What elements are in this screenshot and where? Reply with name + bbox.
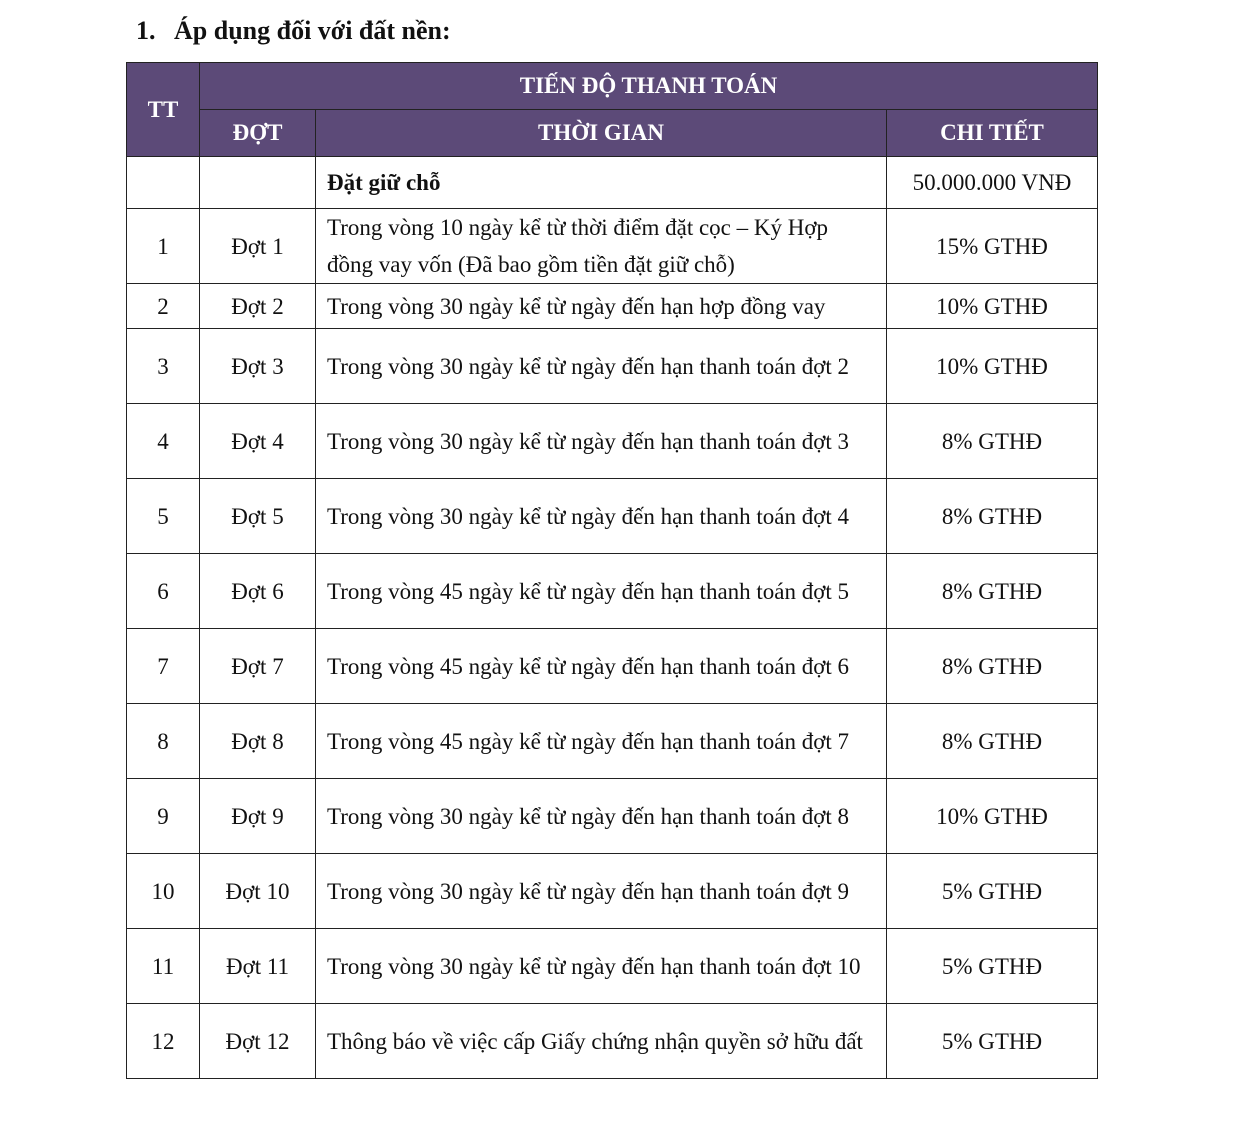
table-row <box>127 704 1098 779</box>
row-thoi-gian: Trong vòng 30 ngày kể từ ngày đến hạn thanh toán đợt 3 <box>316 404 887 479</box>
deposit-row <box>127 157 1098 209</box>
payment-schedule-table <box>126 62 1098 1079</box>
row-tt: 4 <box>127 404 200 479</box>
section-heading <box>136 14 451 48</box>
row-dot: Đợt 7 <box>200 629 316 704</box>
row-chi-tiet: 5% GTHĐ <box>887 1004 1098 1079</box>
row-chi-tiet: 10% GTHĐ <box>887 329 1098 404</box>
section-number: 1. <box>136 16 156 45</box>
header-chi-tiet: CHI TIẾT <box>887 110 1098 157</box>
table-row <box>127 479 1098 554</box>
row-chi-tiet: 10% GTHĐ <box>887 779 1098 854</box>
table-body <box>127 157 1098 1079</box>
row-chi-tiet: 5% GTHĐ <box>887 929 1098 1004</box>
row-thoi-gian: Trong vòng 30 ngày kể từ ngày đến hạn thanh toán đợt 4 <box>316 479 887 554</box>
table-row <box>127 854 1098 929</box>
table-row <box>127 209 1098 284</box>
header-payment-progress: TIẾN ĐỘ THANH TOÁN <box>200 63 1098 110</box>
row-dot: Đợt 3 <box>200 329 316 404</box>
row-dot: Đợt 10 <box>200 854 316 929</box>
row-dot: Đợt 4 <box>200 404 316 479</box>
row-chi-tiet: 10% GTHĐ <box>887 284 1098 329</box>
header-tt: TT <box>127 63 200 157</box>
row-tt: 11 <box>127 929 200 1004</box>
row-dot: Đợt 1 <box>200 209 316 284</box>
row-chi-tiet: 8% GTHĐ <box>887 629 1098 704</box>
row-thoi-gian: Trong vòng 10 ngày kể từ thời điểm đặt cọc – Ký Hợp đồng vay vốn (Đã bao gồm tiền đặt giữ chỗ) <box>316 209 887 284</box>
row-chi-tiet: 8% GTHĐ <box>887 479 1098 554</box>
row-dot: Đợt 8 <box>200 704 316 779</box>
row-tt: 8 <box>127 704 200 779</box>
row-tt: 9 <box>127 779 200 854</box>
row-dot: Đợt 6 <box>200 554 316 629</box>
row-chi-tiet: 15% GTHĐ <box>887 209 1098 284</box>
table-row <box>127 284 1098 329</box>
row-thoi-gian: Trong vòng 30 ngày kể từ ngày đến hạn thanh toán đợt 2 <box>316 329 887 404</box>
row-dot: Đợt 9 <box>200 779 316 854</box>
row-dot: Đợt 5 <box>200 479 316 554</box>
row-tt: 2 <box>127 284 200 329</box>
row-thoi-gian: Trong vòng 30 ngày kể từ ngày đến hạn thanh toán đợt 10 <box>316 929 887 1004</box>
row-thoi-gian: Trong vòng 30 ngày kể từ ngày đến hạn hợp đồng vay <box>316 284 887 329</box>
row-tt: 6 <box>127 554 200 629</box>
table-header <box>127 63 1098 157</box>
deposit-dot <box>200 157 316 209</box>
table-row <box>127 929 1098 1004</box>
row-tt: 5 <box>127 479 200 554</box>
header-dot: ĐỢT <box>200 110 316 157</box>
table-row <box>127 554 1098 629</box>
section-title: Áp dụng đối với đất nền: <box>174 16 451 45</box>
row-thoi-gian: Trong vòng 30 ngày kể từ ngày đến hạn thanh toán đợt 9 <box>316 854 887 929</box>
row-tt: 12 <box>127 1004 200 1079</box>
row-dot: Đợt 12 <box>200 1004 316 1079</box>
row-chi-tiet: 8% GTHĐ <box>887 554 1098 629</box>
table-row <box>127 629 1098 704</box>
row-chi-tiet: 8% GTHĐ <box>887 704 1098 779</box>
row-tt: 3 <box>127 329 200 404</box>
row-thoi-gian: Thông báo về việc cấp Giấy chứng nhận quyền sở hữu đất <box>316 1004 887 1079</box>
deposit-tt <box>127 157 200 209</box>
deposit-amount: 50.000.000 VNĐ <box>887 157 1098 209</box>
row-tt: 7 <box>127 629 200 704</box>
row-dot: Đợt 11 <box>200 929 316 1004</box>
row-dot: Đợt 2 <box>200 284 316 329</box>
table-row <box>127 1004 1098 1079</box>
table-row <box>127 779 1098 854</box>
row-chi-tiet: 5% GTHĐ <box>887 854 1098 929</box>
row-tt: 1 <box>127 209 200 284</box>
row-thoi-gian: Trong vòng 30 ngày kể từ ngày đến hạn thanh toán đợt 8 <box>316 779 887 854</box>
deposit-label: Đặt giữ chỗ <box>316 157 887 209</box>
row-thoi-gian: Trong vòng 45 ngày kể từ ngày đến hạn thanh toán đợt 6 <box>316 629 887 704</box>
row-thoi-gian: Trong vòng 45 ngày kể từ ngày đến hạn thanh toán đợt 5 <box>316 554 887 629</box>
table-row <box>127 404 1098 479</box>
row-chi-tiet: 8% GTHĐ <box>887 404 1098 479</box>
header-thoi-gian: THỜI GIAN <box>316 110 887 157</box>
row-thoi-gian: Trong vòng 45 ngày kể từ ngày đến hạn thanh toán đợt 7 <box>316 704 887 779</box>
row-tt: 10 <box>127 854 200 929</box>
table-row <box>127 329 1098 404</box>
